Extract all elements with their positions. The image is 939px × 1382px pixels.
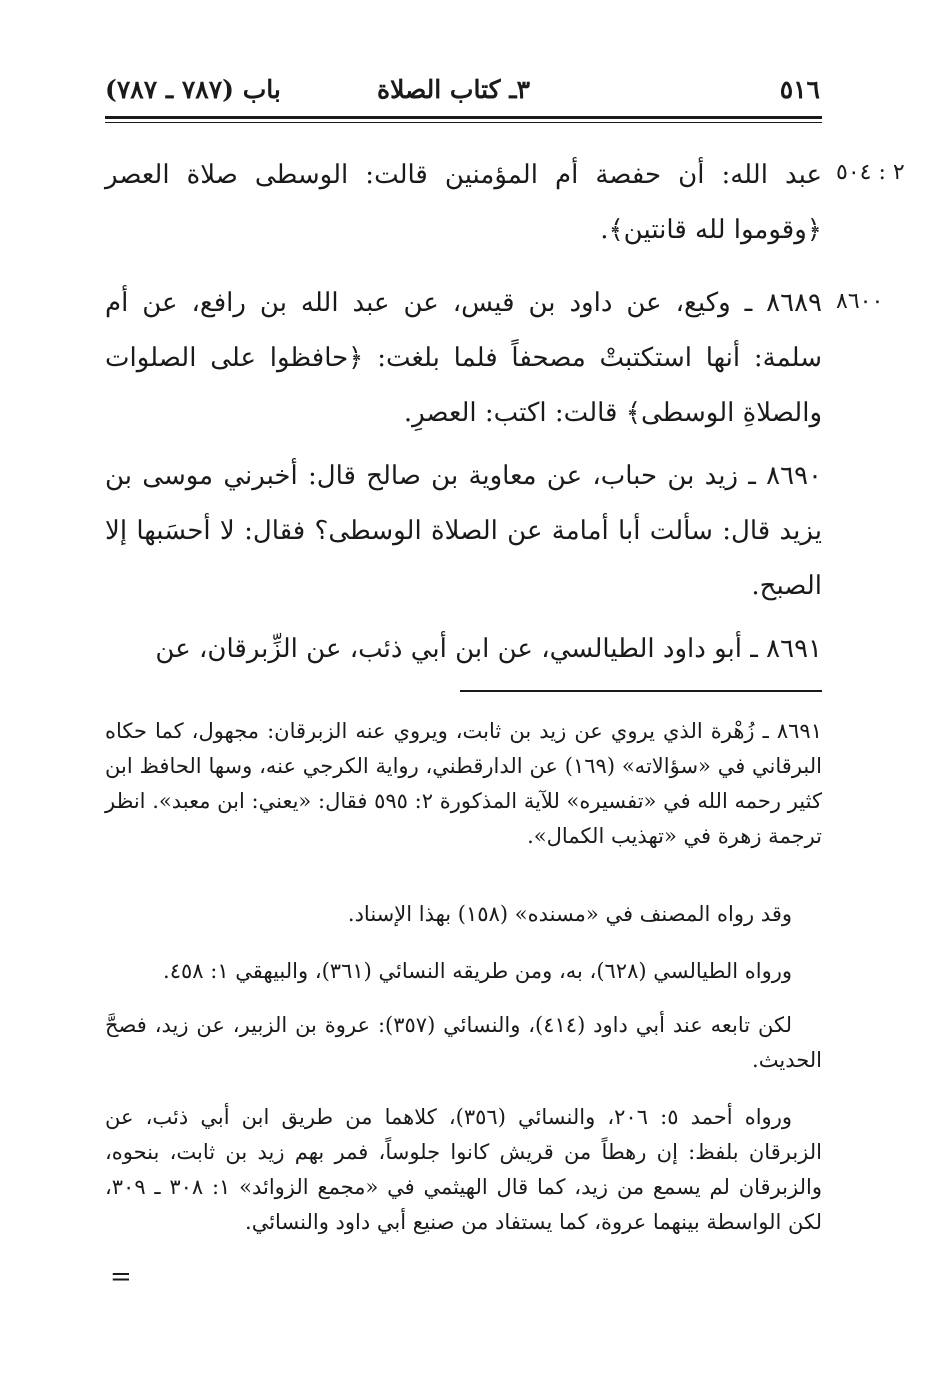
- section-title: باب (٧٨٧ ـ ٧٨٧): [105, 75, 281, 104]
- hadith-8691: ٨٦٩١ ـ أبو داود الطيالسي، عن ابن أبي ذئب، عن الزِّبرقان، عن: [155, 634, 822, 664]
- chapter-title: ٣ـ كتاب الصلاة: [376, 75, 530, 104]
- footnote-paragraph: ٨٦٩١ ـ زُهْرة الذي يروي عن زيد بن ثابت، ويروي عنه الزبرقان: مجهول، كما حكاه البرقاني في «سؤالاته» (١٦٩) عن الدارقطني، رواية الكرجي عنه، وسها الحافظ ابن كثير رحمه الله في «تفسيره» للآية المذكورة ٢: ٥٩٥ فقال: «يعني: ابن معبد». انظر ترجمة زهرة في «تهذيب الكمال».: [105, 719, 822, 848]
- page-number: ٥١٦: [779, 75, 820, 104]
- hadith-8690: ٨٦٩٠ ـ زيد بن حباب، عن معاوية بن صالح قال: أخبرني موسى بن يزيد قال: سألت أبا أمامة عن الصلاة الوسطى؟ فقال: لا أحسَبها إلا الصبح.: [105, 461, 822, 601]
- footnote-separator: [460, 690, 822, 692]
- margin-reference: ٢ : ٥٠٤: [836, 160, 905, 185]
- body-paragraph: عبد الله: أن حفصة أم المؤمنين قالت: الوسطى صلاة العصر ﴿وقوموا لله قانتين﴾.: [105, 160, 822, 245]
- hadith-8689: ٨٦٨٩ ـ وكيع، عن داود بن قيس، عن عبد الله بن رافع، عن أم سلمة: أنها استكتبتْ مصحفاً فلما بلغت: ﴿حافظوا على الصلوات والصلاةِ الوسطى﴾ قالت: اكتب: العصرِ.: [105, 288, 822, 428]
- footnote-paragraph: وقد رواه المصنف في «مسنده» (١٥٨) بهذا الإسناد.: [347, 902, 792, 926]
- running-header: [105, 72, 820, 112]
- footnote-paragraph: ورواه الطيالسي (٦٢٨)، به، ومن طريقه النسائي (٣٦١)، والبيهقي ١: ٤٥٨.: [163, 959, 792, 983]
- footnote-paragraph: لكن تابعه عند أبي داود (٤١٤)، والنسائي (٣٥٧): عروة بن الزبير، عن زيد، فصحَّ الحديث.: [105, 1013, 822, 1072]
- continuation-mark: =: [110, 1262, 132, 1292]
- header-rule-thin: [105, 122, 822, 123]
- footnote-paragraph: ورواه أحمد ٥: ٢٠٦، والنسائي (٣٥٦)، كلاهما من طريق ابن أبي ذئب، عن الزبرقان بلفظ: إن رهطاً من قريش كانوا جلوساً، فمر بهم زيد بن ثابت، بنحوه، والزبرقان لم يسمع من زيد، كما قال الهيثمي في «مجمع الزوائد» ١: ٣٠٨ ـ ٣٠٩، لكن الواسطة بينهما عروة، كما يستفاد من صنيع أبي داود والنسائي.: [105, 1105, 822, 1234]
- margin-reference: ٨٦٠٠: [836, 289, 884, 314]
- header-rule-thick: [105, 116, 822, 119]
